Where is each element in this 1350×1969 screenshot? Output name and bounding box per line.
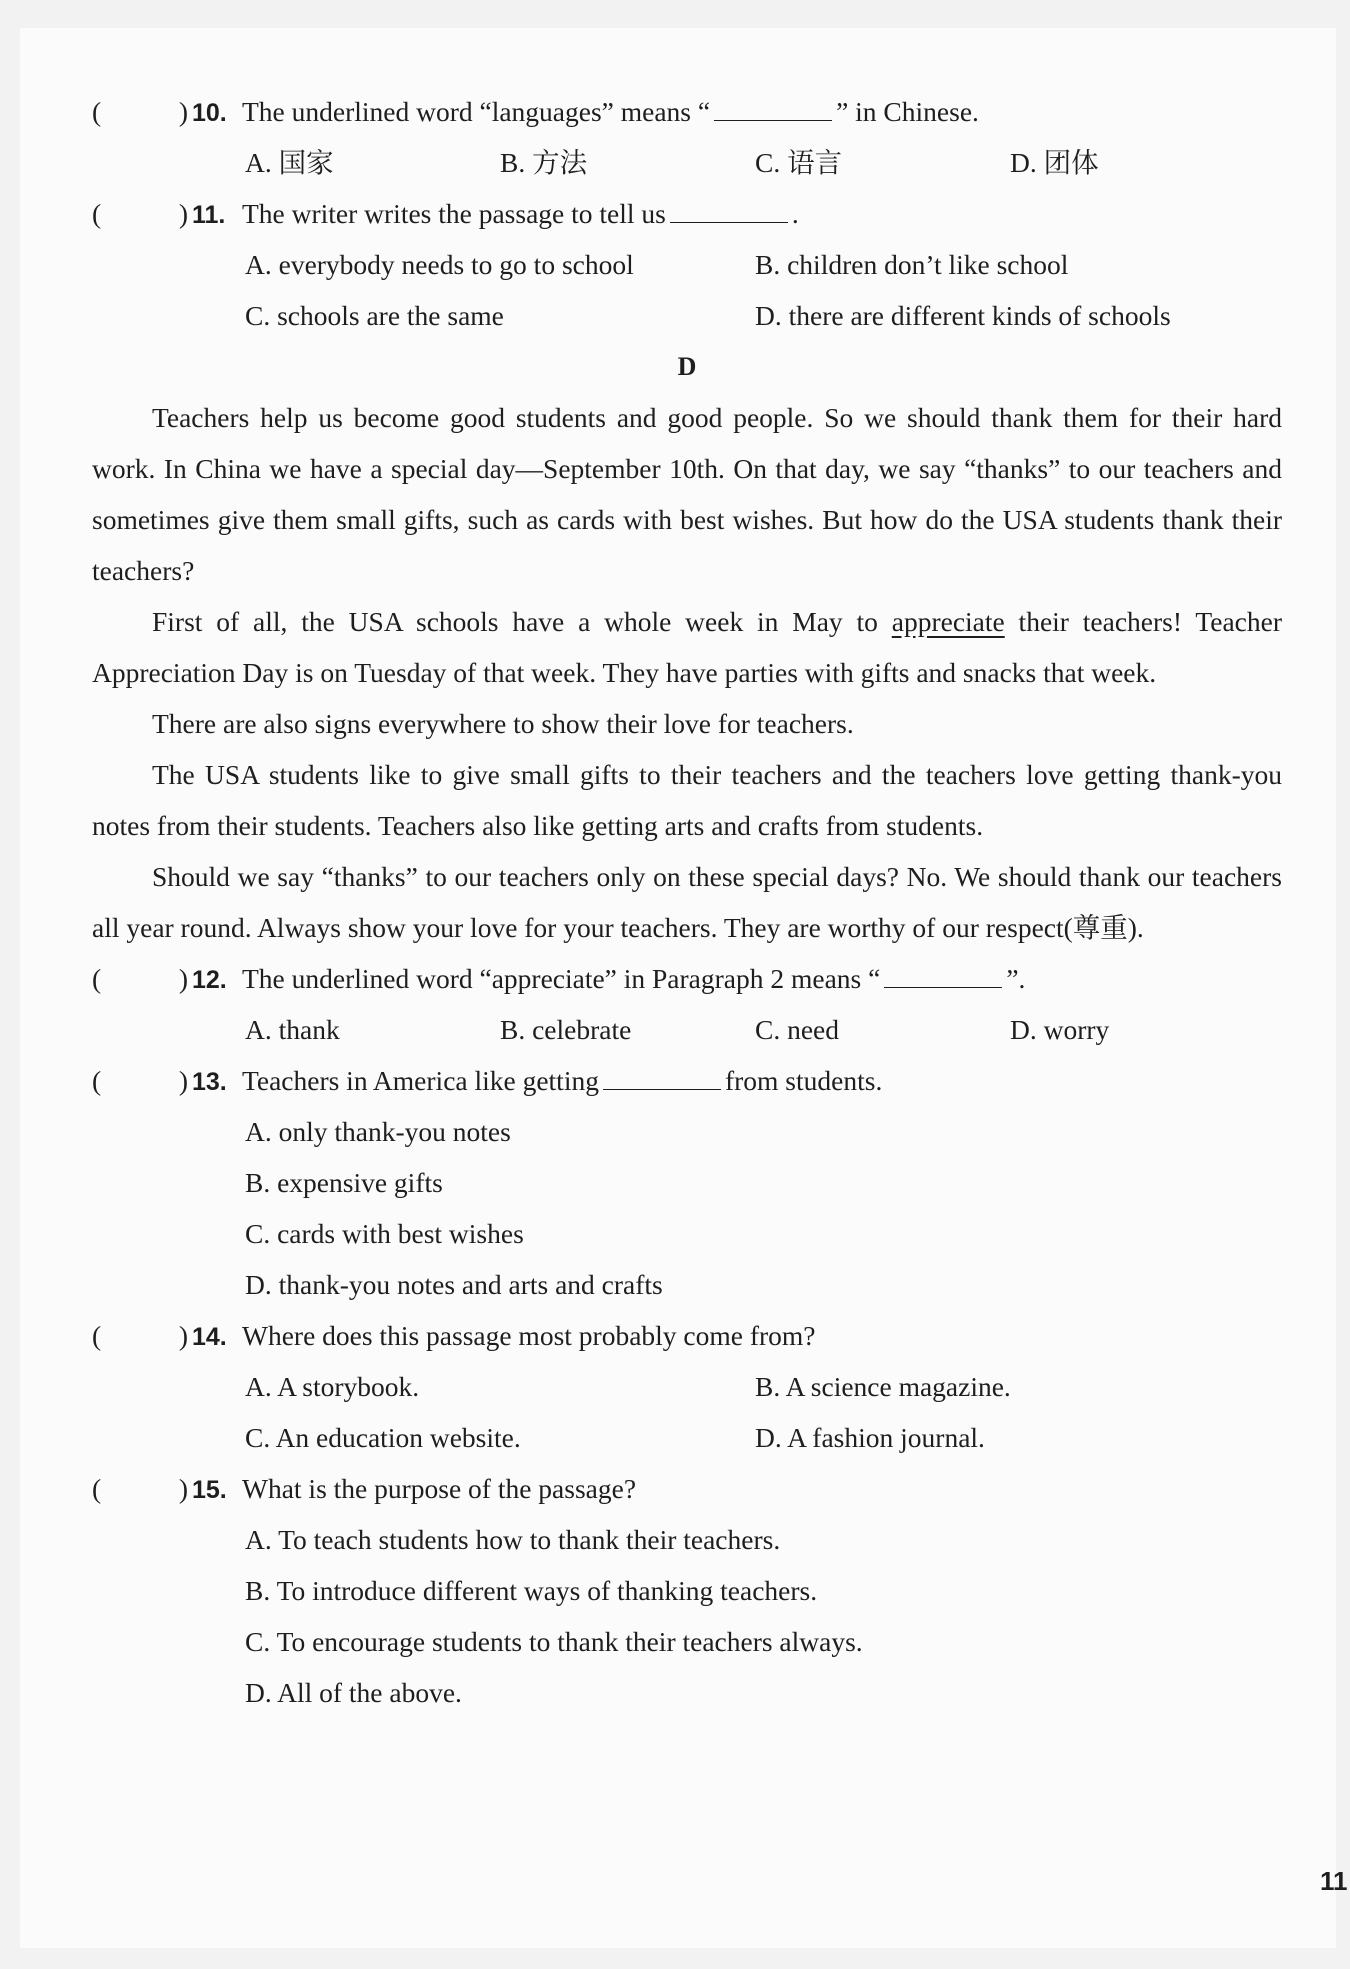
question-10	[92, 86, 1282, 137]
question-11-options-row-1	[92, 239, 1282, 290]
question-15	[92, 1463, 1282, 1514]
underlined-word: appreciate	[891, 606, 1005, 637]
option-a[interactable]: A. thank	[245, 1014, 340, 1045]
question-number: 14.	[192, 1323, 227, 1351]
question-14	[92, 1310, 1282, 1361]
passage-paragraph-2: First of all, the USA schools have a whole week in May to appreciate their teachers! Teacher Appreciation Day is on Tuesday of that week. They have parties with gifts and snacks that week.	[92, 606, 1282, 688]
option-c[interactable]: C. cards with best wishes	[245, 1218, 524, 1249]
answer-bracket[interactable]: ( )	[92, 96, 188, 127]
option-b[interactable]: B. children don’t like school	[755, 249, 1069, 280]
question-number: 12.	[192, 966, 227, 994]
question-number: 13.	[192, 1068, 227, 1096]
option-a[interactable]: A. only thank-you notes	[245, 1116, 511, 1147]
question-number: 10.	[192, 99, 227, 127]
answer-bracket[interactable]: ( )	[92, 1473, 188, 1504]
question-13	[92, 1055, 1282, 1106]
question-11	[92, 188, 1282, 239]
question-12-options	[92, 1004, 1282, 1055]
question-13-options	[92, 1106, 1282, 1310]
question-15-options	[92, 1514, 1282, 1718]
option-d[interactable]: D. A fashion journal.	[755, 1422, 985, 1453]
option-b[interactable]: B. celebrate	[500, 1014, 632, 1045]
option-b[interactable]: B. A science magazine.	[755, 1371, 1011, 1402]
answer-blank[interactable]	[603, 1067, 721, 1090]
question-14-options-row-2	[92, 1412, 1282, 1463]
question-stem: Teachers in America like getting from students.	[242, 1065, 883, 1096]
answer-bracket[interactable]: ( )	[92, 963, 188, 994]
passage-paragraph-5: Should we say “thanks” to our teachers only on these special days? No. We should thank our teachers all year round. Always show your love for your teachers. They are worthy of our respect(尊重).	[92, 861, 1282, 943]
option-c[interactable]: C. 语言	[755, 147, 843, 178]
passage-paragraph-3: There are also signs everywhere to show their love for teachers.	[152, 708, 854, 739]
option-c[interactable]: C. need	[755, 1014, 840, 1045]
option-d[interactable]: D. worry	[1010, 1014, 1110, 1045]
option-a[interactable]: A. 国家	[245, 147, 334, 178]
question-number: 15.	[192, 1476, 227, 1504]
question-10-options	[92, 137, 1282, 188]
question-stem: The underlined word “languages” means “ ” in Chinese.	[242, 96, 979, 127]
option-d[interactable]: D. thank-you notes and arts and crafts	[245, 1269, 663, 1300]
passage-paragraph-1: Teachers help us become good students and good people. So we should thank them for their hard work. In China we have a special day—September 10th. On that day, we say “thanks” to our teachers and sometimes give them small gifts, such as cards with best wishes. But how do the USA students thank their teachers?	[92, 402, 1282, 586]
question-number: 11.	[192, 201, 226, 229]
option-c[interactable]: C. An education website.	[245, 1422, 521, 1453]
section-title: D	[677, 352, 697, 381]
answer-blank[interactable]	[884, 965, 1002, 988]
answer-bracket[interactable]: ( )	[92, 1065, 188, 1096]
question-stem: The writer writes the passage to tell us .	[242, 198, 799, 229]
answer-blank[interactable]	[670, 200, 788, 223]
question-stem: Where does this passage most probably come from?	[242, 1320, 816, 1351]
question-12	[92, 953, 1282, 1004]
page-number: 11	[1320, 1866, 1348, 1896]
question-stem: What is the purpose of the passage?	[242, 1473, 637, 1504]
option-b[interactable]: B. 方法	[500, 147, 588, 178]
option-d[interactable]: D. All of the above.	[245, 1677, 462, 1708]
option-c[interactable]: C. To encourage students to thank their teachers always.	[245, 1626, 863, 1657]
answer-blank[interactable]	[714, 98, 832, 121]
passage-paragraph-4: The USA students like to give small gifts to their teachers and the teachers love getting thank-you notes from their students. Teachers also like getting arts and crafts from students.	[92, 759, 1282, 841]
answer-bracket[interactable]: ( )	[92, 198, 188, 229]
question-stem: The underlined word “appreciate” in Paragraph 2 means “ ”.	[242, 963, 1026, 994]
option-b[interactable]: B. To introduce different ways of thanking teachers.	[245, 1575, 818, 1606]
option-a[interactable]: A. A storybook.	[245, 1371, 420, 1402]
question-14-options-row-1	[92, 1361, 1282, 1412]
worksheet-content	[92, 86, 1282, 1718]
option-d[interactable]: D. there are different kinds of schools	[755, 300, 1171, 331]
option-a[interactable]: A. everybody needs to go to school	[245, 249, 634, 280]
question-11-options-row-2	[92, 290, 1282, 341]
option-c[interactable]: C. schools are the same	[245, 300, 504, 331]
option-b[interactable]: B. expensive gifts	[245, 1167, 443, 1198]
option-a[interactable]: A. To teach students how to thank their teachers.	[245, 1524, 781, 1555]
answer-bracket[interactable]: ( )	[92, 1320, 188, 1351]
option-d[interactable]: D. 团体	[1010, 147, 1099, 178]
